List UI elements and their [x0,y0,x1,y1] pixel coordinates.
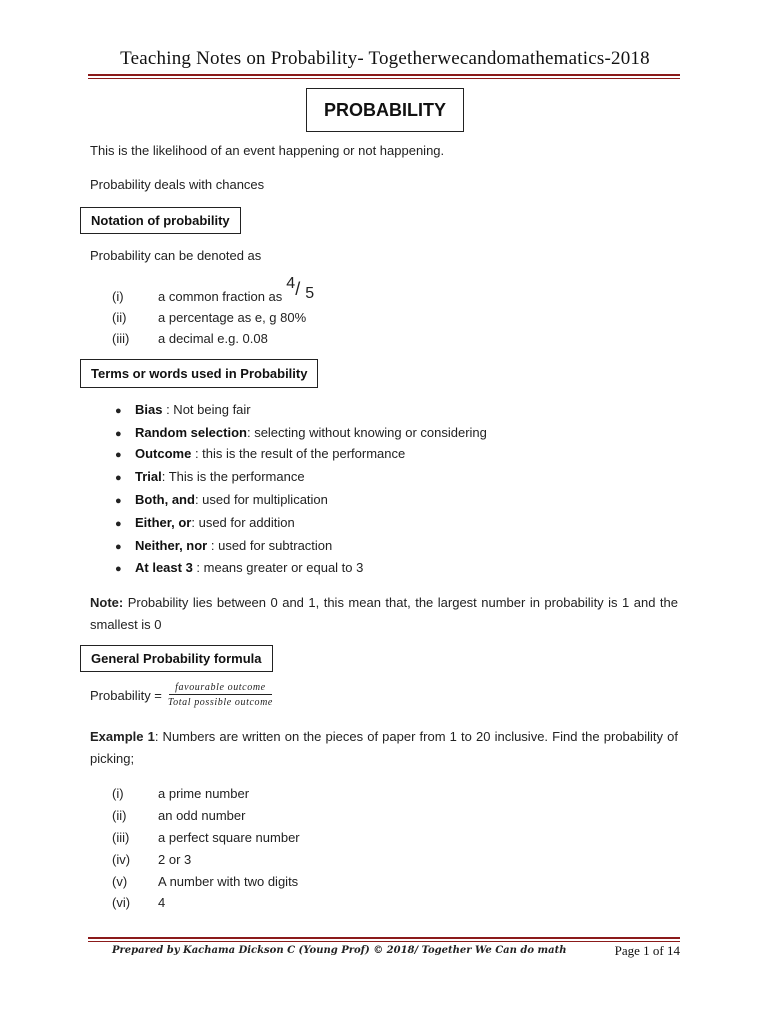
formula-numerator: favourable outcome [169,682,272,695]
term-desc: : this is the result of the performance [191,446,406,461]
example-item [112,830,300,845]
document-title: PROBABILITY [306,88,464,132]
intro-line-1: This is the likelihood of an event happening or not happening. [90,143,445,158]
item-number: (iii) [112,830,130,845]
bullet-icon: ● [115,405,122,417]
term-item [115,492,328,507]
item-text: a perfect square number [158,830,300,845]
header-title: Teaching Notes on Probability- Togetherwecandomathematics-2018 [120,48,650,69]
header-rule-thin [88,78,680,79]
bullet-icon: ● [115,472,122,484]
term-desc: : means greater or equal to 3 [192,560,364,575]
term-item [115,469,305,484]
header-rule-thick [88,74,680,76]
term-item [115,425,487,440]
example-item [112,852,191,867]
term-name: At least 3 [135,560,193,575]
notation-item [112,310,306,325]
term-item [115,446,405,461]
item-number: (i) [112,289,124,304]
term-desc: : Not being fair [162,402,251,417]
term-desc: : used for multiplication [194,492,328,507]
section-heading-terms: Terms or words used in Probability [80,359,318,388]
term-item [115,538,332,553]
term-name: Bias [135,402,163,417]
fraction-four-fifths [285,275,319,302]
example-item [112,895,165,910]
term-name: Trial [135,469,162,484]
probability-formula [90,682,277,708]
example-item [112,808,245,823]
item-number: (i) [112,786,124,801]
section-heading-formula: General Probability formula [80,645,273,672]
term-name: Outcome [135,446,192,461]
bullet-icon: ● [115,541,122,553]
item-text: an odd number [158,808,246,823]
item-number: (ii) [112,808,127,823]
notation-item [112,275,319,304]
bullet-icon: ● [115,518,122,530]
example-text: : Numbers are written on the pieces of paper from 1 to 20 inclusive. Find the probability of picking; [90,729,678,766]
term-item [115,402,251,417]
term-desc: : used for subtraction [207,538,333,553]
term-item [115,560,363,575]
item-text: A number with two digits [158,874,299,889]
formula-fraction [164,682,277,708]
footer-rule-thick [88,937,680,939]
item-text: a decimal e.g. 0.08 [158,331,268,346]
footer-credit: Prepared by Kachama Dickson C (Young Prof) © 2018/ Together We Can do math [112,945,567,956]
bullet-icon: ● [115,449,122,461]
item-text: a common fraction as [158,289,283,304]
term-item [115,515,295,530]
term-name: Either, or [135,515,192,530]
example-label: Example 1 [90,729,155,744]
intro-line-2: Probability deals with chances [90,177,265,192]
footer-rule-thin [88,941,680,942]
item-text: 4 [158,895,166,910]
fraction-numerator: 4 [286,275,296,292]
item-number: (v) [112,874,128,889]
fraction-slash: / [295,279,301,299]
example-item [112,874,298,889]
notation-lead: Probability can be denoted as [90,248,262,263]
note-label: Note: [90,595,124,610]
formula-denominator: Total possible outcome [167,697,273,708]
bullet-icon: ● [115,428,122,440]
item-number: (iii) [112,331,130,346]
item-number: (ii) [112,310,127,325]
notation-item [112,331,268,346]
section-heading-notation: Notation of probability [80,207,241,234]
fraction-denominator: 5 [305,285,315,302]
item-text: 2 or 3 [158,852,192,867]
item-text: a percentage as e, g 80% [158,310,307,325]
term-name: Random selection [135,425,247,440]
example-item [112,786,249,801]
bullet-icon: ● [115,495,122,507]
note-text: Probability lies between 0 and 1, this mean that, the largest number in probability is 1 and the smallest is 0 [90,595,678,632]
term-desc: : used for addition [191,515,295,530]
example-paragraph [90,726,678,770]
note-paragraph [90,592,678,636]
item-number: (vi) [112,895,131,910]
term-name: Neither, nor [135,538,208,553]
term-name: Both, and [135,492,195,507]
bullet-icon: ● [115,563,122,575]
item-number: (iv) [112,852,131,867]
formula-lhs: Probability = [90,687,162,703]
term-desc: : selecting without knowing or considering [246,425,487,440]
term-desc: : This is the performance [161,469,305,484]
item-text: a prime number [158,786,250,801]
page-number: Page 1 of 14 [614,943,680,958]
